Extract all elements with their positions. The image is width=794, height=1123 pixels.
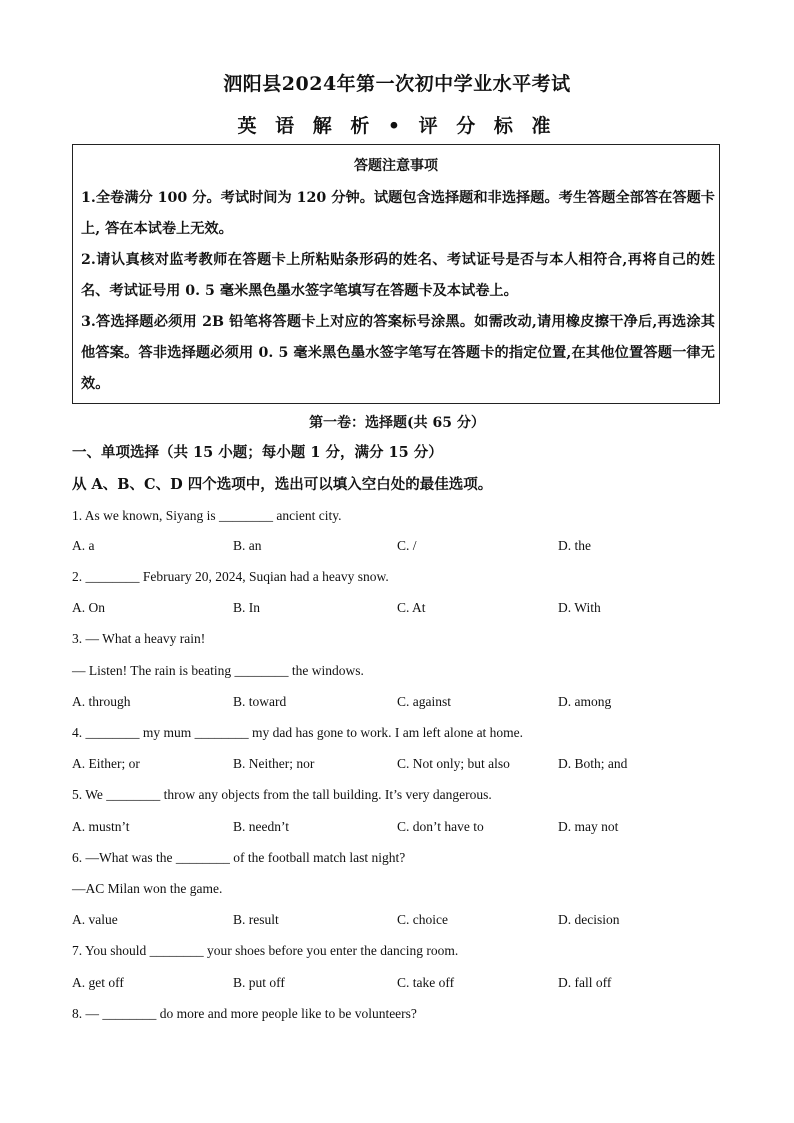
option-d: D. decision [558,912,620,927]
option-d: D. the [558,538,591,553]
question-stem-line2: —AC Milan won the game. [72,881,223,896]
option-b: B. an [233,538,262,553]
question-stem: 2. ________ February 20, 2024, Suqian had a heavy snow. [72,569,389,584]
section-title: 第一卷：选择题(共 65 分） [309,415,485,431]
question-stem-line2: — Listen! The rain is beating ________ the windows. [72,663,364,678]
option-b: B. needn’t [233,819,289,834]
option-a: A. through [72,694,131,709]
option-d: D. With [558,600,601,615]
question-stem: 4. ________ my mum ________ my dad has gone to work. I am left alone at home. [72,725,524,740]
option-c: C. Not only; but also [397,756,510,771]
option-d: D. fall off [558,975,612,990]
notice-item: 3.答选择题必须用 2B 铅笔将答题卡上对应的答案标号涂黑。如需改动,请用橡皮擦干净后,再选涂其他答案。答非选择题必须用 0. 5 毫米黑色墨水签字笔写在答题卡的指定位置,在其他位置答题一律无效。 [81,314,715,392]
notice-heading: 答题注意事项 [354,158,438,174]
option-c: C. against [397,694,451,709]
option-b: B. toward [233,694,287,709]
question-stem: 1. As we known, Siyang is ________ ancient city. [72,508,342,523]
option-c: C. take off [397,975,455,990]
option-b: B. Neither; nor [233,756,315,771]
option-d: D. Both; and [558,756,628,771]
option-c: C. At [397,600,426,615]
option-b: B. In [233,600,260,615]
option-c: C. choice [397,912,448,927]
option-a: A. get off [72,975,124,990]
option-c: C. don’t have to [397,819,484,834]
question-stem: 8. — ________ do more and more people like to be volunteers? [72,1006,417,1021]
option-b: B. result [233,912,279,927]
part-heading: 一、单项选择（共 15 小题；每小题 1 分，满分 15 分） [72,444,443,461]
notice-body [81,183,715,400]
option-c: C. / [397,538,417,553]
option-a: A. mustn’t [72,819,130,834]
question-stem: 6. —What was the ________ of the football match last night? [72,850,406,865]
page-subtitle: 英 语 解 析 • 评 分 标 准 [237,115,557,137]
notice-item: 1.全卷满分 100 分。考试时间为 120 分钟。试题包含选择题和非选择题。考生答题全部答在答题卡上, 答在本试卷上无效。 [81,190,715,237]
notice-item: 2.请认真核对监考教师在答题卡上所粘贴条形码的姓名、考试证号是否与本人相符合,再将自己的姓名、考试证号用 0. 5 毫米黑色墨水签字笔填写在答题卡及本试卷上。 [81,252,715,299]
option-a: A. Either; or [72,756,140,771]
question-stem: 7. You should ________ your shoes before you enter the dancing room. [72,943,459,958]
option-d: D. among [558,694,612,709]
option-a: A. a [72,538,95,553]
instruction-text: 从 A、B、C、D 四个选项中，选出可以填入空白处的最佳选项。 [72,476,493,493]
question-stem: 5. We ________ throw any objects from the tall building. It’s very dangerous. [72,787,492,802]
page-title: 泗阳县2024年第一次初中学业水平考试 [223,73,571,95]
option-a: A. value [72,912,118,927]
option-d: D. may not [558,819,619,834]
option-b: B. put off [233,975,285,990]
option-a: A. On [72,600,105,615]
notice-box [72,144,720,404]
question-stem: 3. — What a heavy rain! [72,631,206,646]
